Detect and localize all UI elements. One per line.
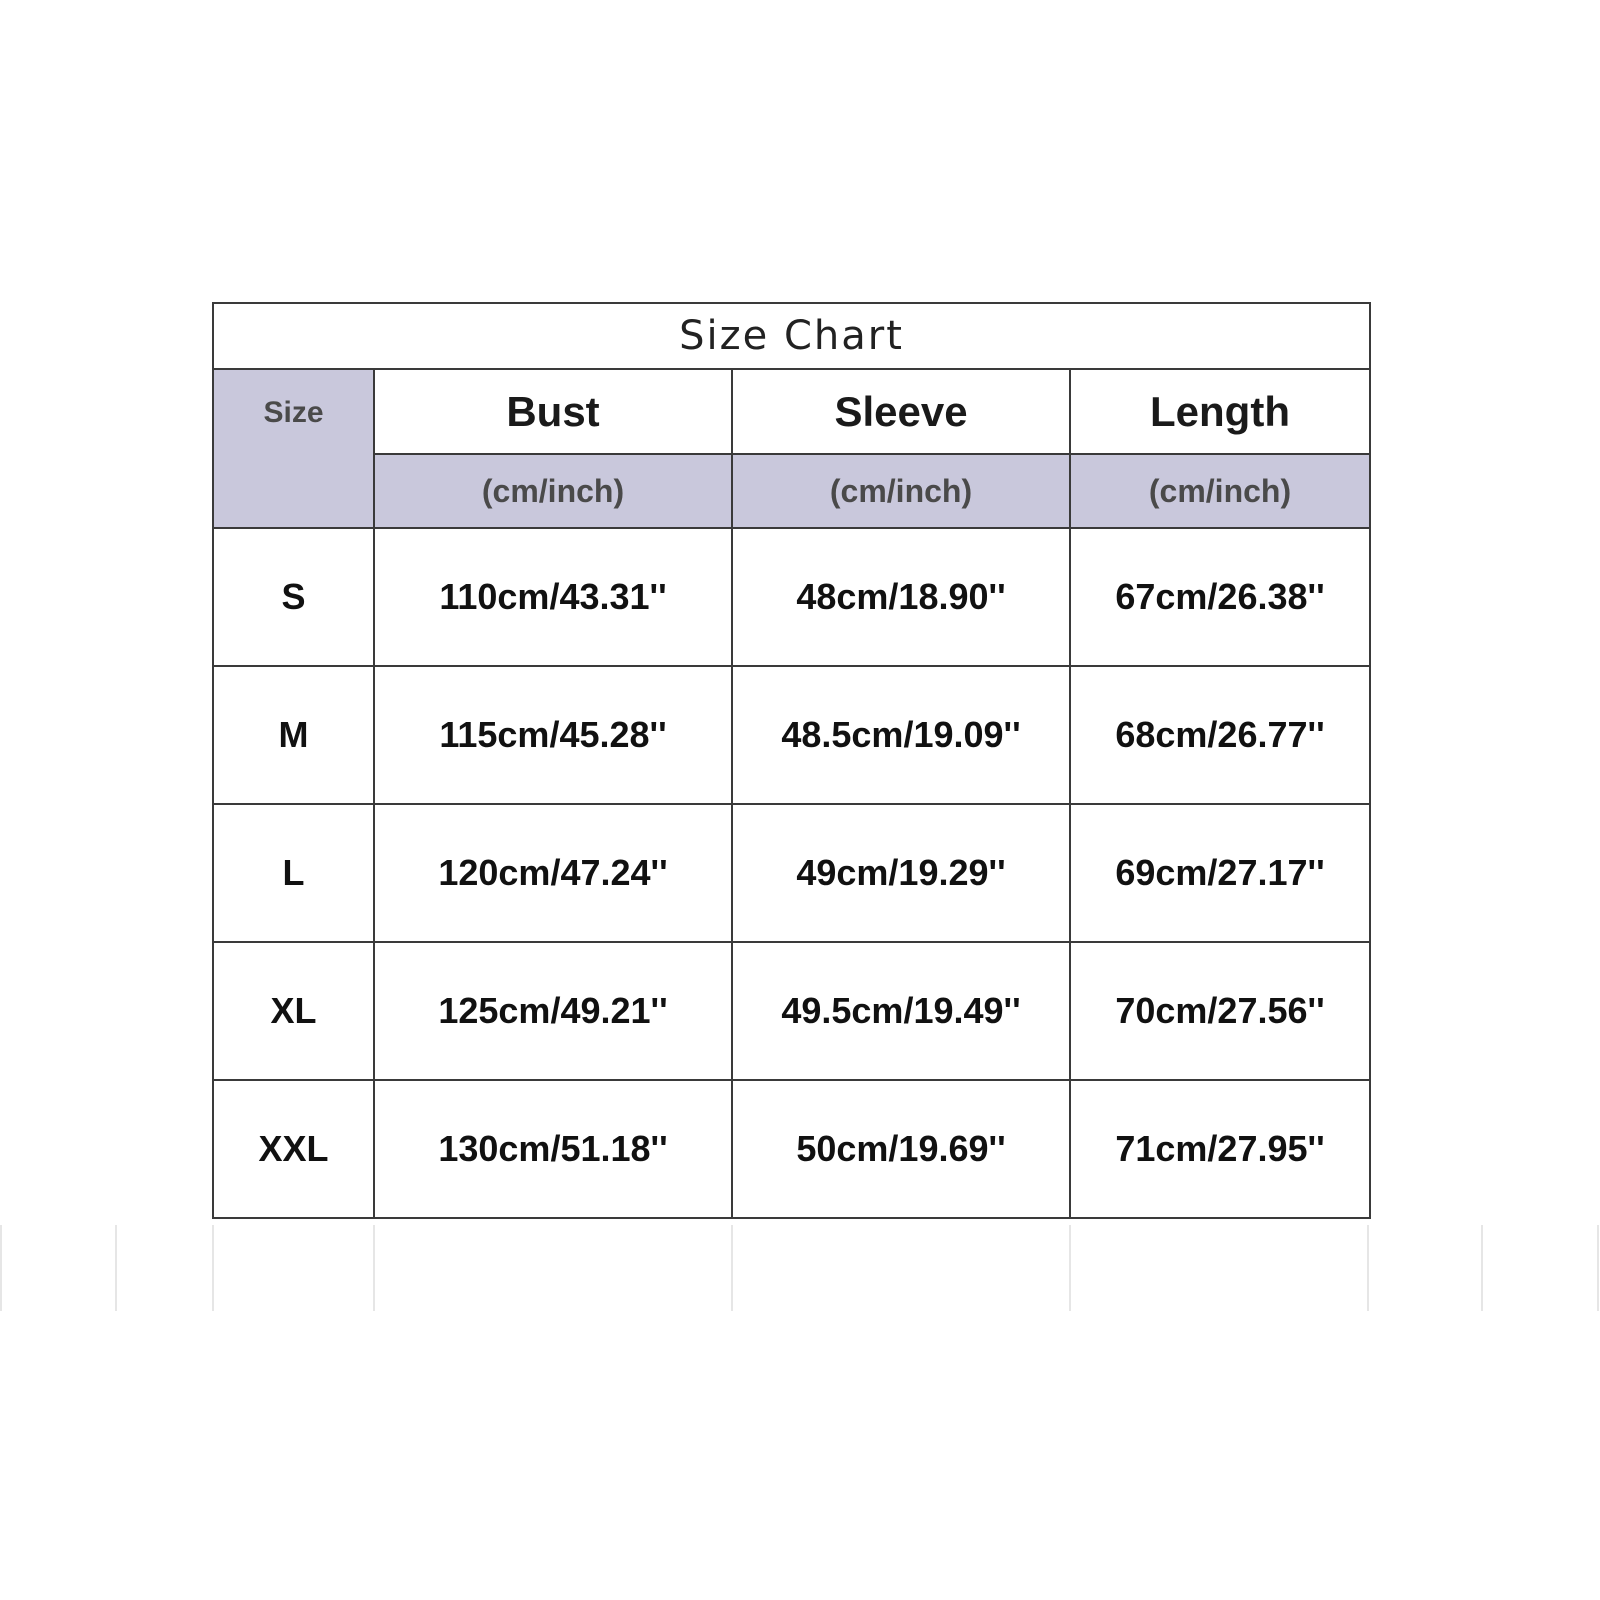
bust-value: 110cm/43.31'' xyxy=(374,528,732,666)
length-unit: (cm/inch) xyxy=(1070,454,1370,528)
sleeve-value: 48.5cm/19.09'' xyxy=(732,666,1070,804)
chart-title: Size Chart xyxy=(213,303,1370,369)
bust-value: 115cm/45.28'' xyxy=(374,666,732,804)
size-column-header: Size xyxy=(213,369,374,528)
ghost-grid-line xyxy=(115,1225,117,1311)
column-header-row xyxy=(213,369,1370,454)
table-row xyxy=(213,804,1370,942)
title-row xyxy=(213,303,1370,369)
ghost-grid-line xyxy=(212,1225,214,1311)
sleeve-value: 49cm/19.29'' xyxy=(732,804,1070,942)
ghost-grid-line xyxy=(0,1225,2,1311)
length-value: 70cm/27.56'' xyxy=(1070,942,1370,1080)
bust-unit: (cm/inch) xyxy=(374,454,732,528)
ghost-grid-line xyxy=(1367,1225,1369,1311)
size-label: M xyxy=(213,666,374,804)
length-value: 68cm/26.77'' xyxy=(1070,666,1370,804)
unit-row xyxy=(213,454,1370,528)
ghost-grid-line xyxy=(1597,1225,1599,1311)
ghost-grid-line xyxy=(1069,1225,1071,1311)
ghost-grid-line xyxy=(373,1225,375,1311)
table-row xyxy=(213,666,1370,804)
table-row xyxy=(213,1080,1370,1218)
size-label: S xyxy=(213,528,374,666)
sleeve-value: 48cm/18.90'' xyxy=(732,528,1070,666)
sleeve-value: 49.5cm/19.49'' xyxy=(732,942,1070,1080)
bust-value: 120cm/47.24'' xyxy=(374,804,732,942)
length-column-header: Length xyxy=(1070,369,1370,454)
ghost-grid-line xyxy=(1481,1225,1483,1311)
sleeve-unit: (cm/inch) xyxy=(732,454,1070,528)
size-label: XL xyxy=(213,942,374,1080)
length-value: 71cm/27.95'' xyxy=(1070,1080,1370,1218)
size-label: XXL xyxy=(213,1080,374,1218)
table-row xyxy=(213,942,1370,1080)
bust-value: 130cm/51.18'' xyxy=(374,1080,732,1218)
sleeve-value: 50cm/19.69'' xyxy=(732,1080,1070,1218)
bust-value: 125cm/49.21'' xyxy=(374,942,732,1080)
size-chart-table xyxy=(212,302,1371,1219)
table-row xyxy=(213,528,1370,666)
length-value: 67cm/26.38'' xyxy=(1070,528,1370,666)
length-value: 69cm/27.17'' xyxy=(1070,804,1370,942)
ghost-grid-line xyxy=(731,1225,733,1311)
sleeve-column-header: Sleeve xyxy=(732,369,1070,454)
bust-column-header: Bust xyxy=(374,369,732,454)
size-label: L xyxy=(213,804,374,942)
